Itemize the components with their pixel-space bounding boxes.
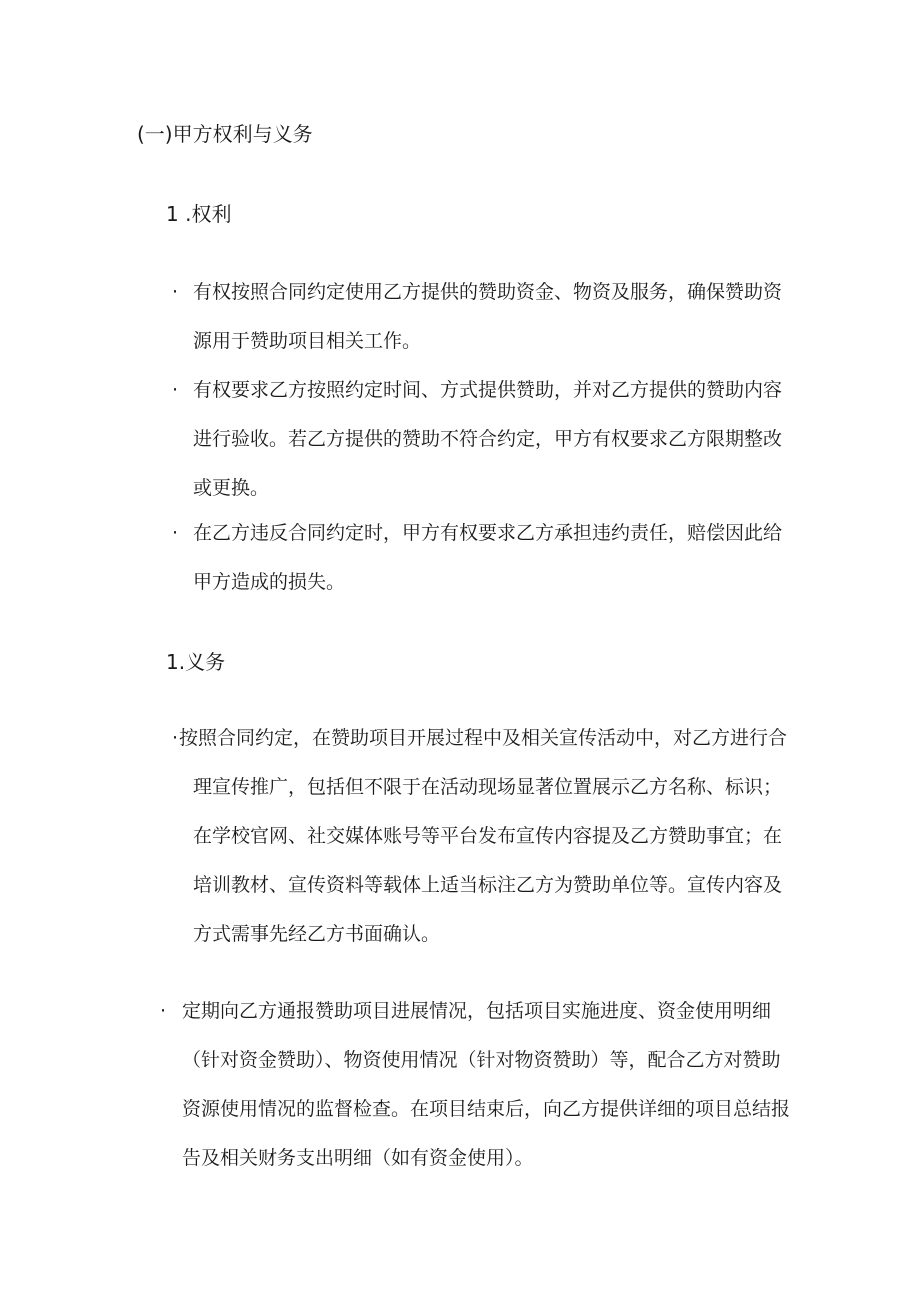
obligations-item-1-bullet: · <box>172 727 179 749</box>
rights-item-2-bullet: · <box>172 379 179 401</box>
rights-item-1-bullet: · <box>172 281 179 303</box>
rights-item-2 <box>193 366 787 513</box>
obligations-item-1-text: 按照合同约定，在赞助项目开展过程中及相关宣传活动中，对乙方进行合理宣传推广，包括但不限于在活动现场显著位置展示乙方名称、标识；在学校官网、社交媒体账号等平台发布宣传内容提及乙方赞助事宜；在培训教材、宣传资料等载体上适当标注乙方为赞助单位等。宣传内容及方式需事先经乙方书面确认。 <box>179 727 788 945</box>
obligations-heading: 1.义务 <box>166 650 226 674</box>
rights-item-1-text: 有权按照合同约定使用乙方提供的赞助资金、物资及服务，确保赞助资源用于赞助项目相关工作。 <box>193 281 783 352</box>
obligations-item-2-text: 定期向乙方通报赞助项目进展情况，包括项目实施进度、资金使用明细（针对资金赞助）、物资使用情况（针对物资赞助）等，配合乙方对赞助资源使用情况的监督检查。在项目结束后，向乙方提供详细的项目总结报告及相关财务支出明细（如有资金使用）。 <box>182 1000 791 1169</box>
obligations-item-1 <box>179 714 791 959</box>
obligations-item-2-bullet: · <box>160 1000 167 1022</box>
rights-item-3-bullet: · <box>172 522 179 544</box>
rights-item-3-text: 在乙方违反合同约定时，甲方有权要求乙方承担违约责任，赔偿因此给甲方造成的损失。 <box>193 522 783 593</box>
rights-item-1 <box>193 268 787 366</box>
rights-heading: 1 .权利 <box>166 202 232 226</box>
obligations-item-2 <box>182 987 794 1183</box>
section-title: (一)甲方权利与义务 <box>137 122 313 146</box>
rights-item-2-text: 有权要求乙方按照约定时间、方式提供赞助，并对乙方提供的赞助内容进行验收。若乙方提供的赞助不符合约定，甲方有权要求乙方限期整改或更换。 <box>193 379 783 499</box>
rights-item-3 <box>193 509 787 607</box>
